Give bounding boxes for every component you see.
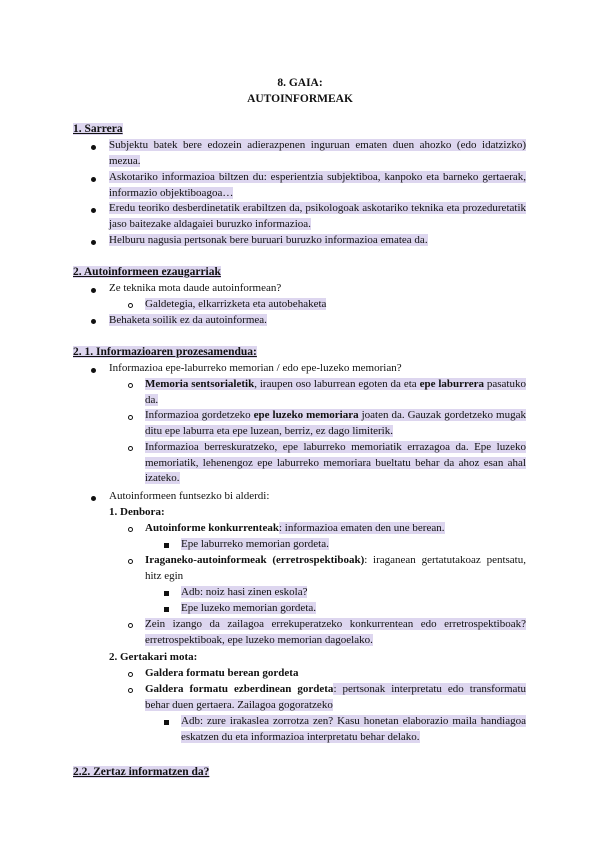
section-heading-prozesamendua: 2. 1. Informazioaren prozesamendua: bbox=[73, 346, 257, 358]
list-item: Informazioa gordetzeko epe luzeko memoriara joaten da. Gauzak gordetzeko mugak ditu epe laburra eta epe luzean, berriz, ez dago limiterik. bbox=[145, 409, 526, 437]
bullet-ring-icon bbox=[128, 383, 133, 388]
bullet-square-icon bbox=[164, 543, 169, 548]
bullet-ring-icon bbox=[128, 446, 133, 451]
list-item: Informazioa epe-laburreko memorian / edo epe-luzeko memorian? bbox=[109, 362, 402, 374]
bullet-ring-icon bbox=[128, 688, 133, 693]
list-item: Askotariko informazioa biltzen du: esperientzia subjektiboa, kanpoko eta barneko gertaerak, informazio objektiboagoa… bbox=[109, 171, 526, 199]
bullet-ring-icon bbox=[128, 415, 133, 420]
bullet-dot-icon bbox=[91, 208, 96, 213]
list-item: Adb: zure irakaslea zorrotza zen? Kasu honetan elaborazio maila handiagoa eskatzen du eta informazioa interpretatu behar delako. bbox=[181, 715, 526, 743]
list-item: Galdera formatu ezberdinean gordeta: pertsonak interpretatu edo transformatu behar duen gertaera. Zailagoa gogoratzeko bbox=[145, 683, 526, 711]
bullet-square-icon bbox=[164, 607, 169, 612]
bullet-dot-icon bbox=[91, 368, 96, 373]
bullet-dot-icon bbox=[91, 496, 96, 501]
section-heading-zertaz: 2.2. Zertaz informatzen da? bbox=[73, 766, 210, 778]
list-item: Galdetegia, elkarrizketa eta autobehaketa bbox=[145, 298, 327, 310]
list-item: Subjektu batek bere edozein adierazpenen inguruan ematen duen ahozko (edo idatzizko) mezua. bbox=[109, 139, 526, 167]
list-item: Iraganeko-autoinformeak (erretrospektiboak): iraganean gertatutakoaz pentsatu, hitz egin bbox=[145, 554, 526, 582]
bullet-ring-icon bbox=[128, 623, 133, 628]
list-item: Behaketa soilik ez da autoinformea. bbox=[109, 314, 267, 326]
list-item: Ze teknika mota daude autoinformean? bbox=[109, 282, 282, 294]
document-title-number: 8. GAIA: bbox=[277, 77, 323, 89]
list-item: Epe laburreko memorian gordeta. bbox=[181, 538, 329, 550]
bullet-ring-icon bbox=[128, 559, 133, 564]
subheading-gertakari-mota: 2. Gertakari mota: bbox=[109, 651, 198, 663]
bullet-dot-icon bbox=[91, 145, 96, 150]
bullet-dot-icon bbox=[91, 319, 96, 324]
list-item: Galdera formatu berean gordeta bbox=[145, 667, 299, 679]
list-item: Helburu nagusia pertsonak bere buruari buruzko informazioa ematea da. bbox=[109, 234, 428, 246]
list-item: Adb: noiz hasi zinen eskola? bbox=[181, 586, 308, 598]
bullet-ring-icon bbox=[128, 527, 133, 532]
list-item: Epe luzeko memorian gordeta. bbox=[181, 602, 317, 614]
list-item: Informazioa berreskuratzeko, epe laburreko memoriatik errazagoa da. Epe luzeko memoriatik, lehenengoz epe laburreko memoriara bueltatu behar da ahoz esan ahal izateko. bbox=[145, 441, 526, 485]
list-item: Eredu teoriko desberdinetatik erabiltzen da, psikologoak askotariko teknika eta prozeduretatik jaso baitezake aldagaiei buruzko informazioa. bbox=[109, 202, 526, 230]
list-item: Memoria sentsorialetik, iraupen oso laburrean egoten da eta epe laburrera pasatuko da. bbox=[145, 378, 526, 406]
list-item: Autoinforme konkurrenteak: informazioa ematen den une berean. bbox=[145, 522, 445, 534]
bullet-dot-icon bbox=[91, 177, 96, 182]
bullet-ring-icon bbox=[128, 303, 133, 308]
subheading-denbora: 1. Denbora: bbox=[109, 506, 165, 518]
bullet-dot-icon bbox=[91, 240, 96, 245]
bullet-square-icon bbox=[164, 591, 169, 596]
bullet-square-icon bbox=[164, 720, 169, 725]
list-item: Autoinformeen funtsezko bi alderdi: bbox=[109, 490, 270, 502]
document-title: AUTOINFORMEAK bbox=[247, 93, 353, 105]
bullet-ring-icon bbox=[128, 672, 133, 677]
list-item: Zein izango da zailagoa errekuperatzeko konkurrentean edo erretrospektiboak? erretrospektiboak, epe luzeko memorian dagoelako. bbox=[145, 618, 526, 646]
bullet-dot-icon bbox=[91, 288, 96, 293]
section-heading-ezaugarriak: 2. Autoinformeen ezaugarriak bbox=[73, 266, 221, 278]
section-heading-sarrera: 1. Sarrera bbox=[73, 123, 123, 135]
